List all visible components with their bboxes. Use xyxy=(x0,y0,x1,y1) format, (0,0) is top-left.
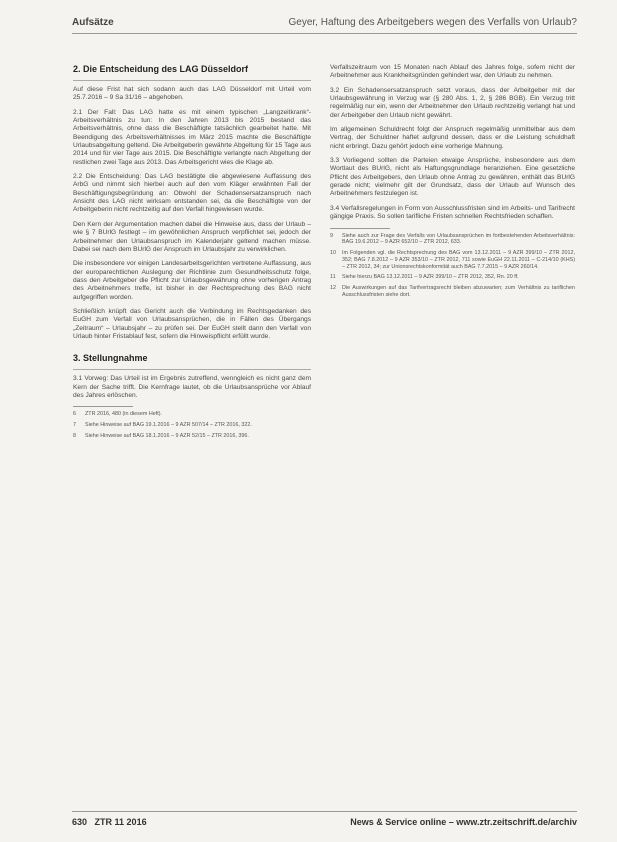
footnote xyxy=(330,274,575,281)
footnote-text: ZTR 2016, 480 (in diesem Heft). xyxy=(85,411,162,418)
footnote-text: Siehe Hinweise auf BAG 19.1.2016 – 9 AZR 507/14 – ZTR 2016, 322. xyxy=(85,422,252,429)
footnote-text: Siehe auch zur Frage des Verfalls von Urlaubsansprüchen im fortbestehenden Arbeitsverhältnis: BAG 19.6.2012 – 9 AZR 652/10 – ZTR 2012, 633. xyxy=(342,232,575,246)
footnote-divider xyxy=(330,228,390,229)
footnotes xyxy=(330,233,575,299)
page-header xyxy=(72,12,577,32)
footer-divider xyxy=(72,811,577,812)
footnote-text: Im Folgenden vgl. die Rechtsprechung des BAG vom 13.12.2011 – 9 AZR 399/10 – ZTR 2012, 352; BAG 7.8.2012 – 9 AZR 353/10 – ZTR 2012, 711 sowie EuGH 22.11.2011 – C-214/10 (KHS) – ZTR 2012, 34; zur Unionsrechtskonformität auch BAG 7.7.2015 – 9 AZR 260/14. xyxy=(342,250,575,270)
journal-issue: ZTR 11 2016 xyxy=(94,817,147,827)
footnote-number: 12 xyxy=(330,285,336,292)
paragraph: Verfallszeitraum von 15 Monaten nach Ablauf des Jahres folge, sofern nicht der Arbeitnehmer aus Krankheitsgründen gehindert war, den Urlaub zu nehmen. xyxy=(330,64,575,80)
footnote xyxy=(73,433,311,440)
footnote xyxy=(330,285,575,299)
page-footer xyxy=(72,815,577,829)
paragraph: Auf diese Frist hat sich sodann auch das LAG Düsseldorf mit Urteil vom 25.7.2016 – 9 Sa 31/16 – abgehoben. xyxy=(73,86,311,102)
footnote xyxy=(330,233,575,247)
heading-divider xyxy=(73,369,311,370)
footnote xyxy=(73,411,311,418)
footnote-number: 8 xyxy=(73,432,76,439)
page-number: 630 xyxy=(72,817,88,827)
footnote-text: Siehe hierzu BAG 13.12.2011 – 9 AZR 399/10 – ZTR 2012, 352, Rn. 20 ff. xyxy=(342,274,519,281)
footnote-number: 7 xyxy=(73,422,76,429)
paragraph: 2.2 Die Entscheidung: Das LAG bestätigte die abgewiesene Auffassung des ArbG und nimmt sich hierbei auch auf den vom Kläger erwähnten Fall der Beschäftigungsbegründung an: Obwohl der Schadensersatzanspruch nach Ansicht des LAG nicht wirksam entstanden sei, da die Beschäftigte von der Arbeitgeberin nicht rechtzeitig auf den Verfall hingewiesen wurde. xyxy=(73,173,311,214)
paragraph: Schließlich knüpft das Gericht auch die Verbindung im Rechtsgedanken des EuGH zum Verfall von Urlaubsansprüchen, die in Fällen des Übergangs „Zeitraum“ – Urlaubsjahr – zu prüfen sei. Der EuGH stellt dann den Verfall von Urlaub hinter Fristablauf fest, sofern die Hinweispflicht erfüllt wurde. xyxy=(73,307,311,340)
paragraph: 3.3 Vorliegend sollten die Parteien etwaige Ansprüche, insbesondere aus dem Wortlaut des BUrlG, nicht als Haftungsgrundlage heranziehen. Eine gesetzliche Pflicht des Arbeitgebers, den Urlaub ohne Antrag zu gewähren, enthält das BUrlG gerade nicht; vielmehr gilt der Grundsatz, dass der Urlaub auf Wunsch des Arbeitnehmers festzulegen ist. xyxy=(330,157,575,198)
footnotes xyxy=(73,411,311,439)
header-divider xyxy=(72,33,577,34)
section-heading: 2. Die Entscheidung des LAG Düsseldorf xyxy=(73,64,249,74)
footnote-text: Die Auswirkungen auf das Tarifvertragsrecht bleiben abzuwarten; zum Verhältnis zu tariflichen Ausschlussfristen siehe dort. xyxy=(342,285,575,299)
page-footer-left xyxy=(72,817,147,827)
heading-divider xyxy=(73,80,311,81)
paragraph: 3.2 Ein Schadensersatzanspruch setzt voraus, dass der Arbeitgeber mit der Urlaubsgewährung in Verzug war (§ 280 Abs. 1, 2, § 286 BGB). Ein Verzug tritt regelmäßig nur ein, wenn der Arbeitnehmer den Urlaub rechtzeitig verlangt hat und der Arbeitgeber den Urlaub nicht gewährt. xyxy=(330,86,575,119)
running-title: Geyer, Haftung des Arbeitgebers wegen des Verfalls von Urlaub? xyxy=(288,16,577,28)
section-label: Aufsätze xyxy=(72,16,114,28)
paragraph: Die insbesondere vor einigen Landesarbeitsgerichten vertretene Auffassung, aus der europarechtlichen Auslegung der Richtlinie zum Gesundheitsschutz folge, dass den Arbeitgeber die Pflicht zur Urlaubsgewährung ohne vorherigen Antrag des Arbeitnehmers treffe, ist bisher in der Rechtsprechung des BAG nicht aufgegriffen worden. xyxy=(73,260,311,301)
footnote-text: Siehe Hinweise auf BAG 18.1.2016 – 9 AZR 52/15 – ZTR 2016, 396. xyxy=(85,432,249,439)
paragraph: Den Kern der Argumentation machen dabei die Hinweise aus, dass der Urlaub – wie § 7 BUrlG festlegt – im gewöhnlichen Anspruch verpflichtet sei, jedoch der Arbeitnehmer den Urlaubsanspruch im Kalenderjahr geltend machen müsse. Dabei sei nach dem BUrlG der Anspruch im Urlaubsjahr zu verwirklichen. xyxy=(73,220,311,253)
footnote-number: 11 xyxy=(330,274,336,281)
footnote-number: 9 xyxy=(330,232,333,239)
paragraph: 3.4 Verfallsregelungen in Form von Ausschlussfristen sind im Arbeits- und Tarifrecht gängige Praxis. So sollen tarifliche Fristen schnellen Rechtsfrieden schaffen. xyxy=(330,204,575,221)
service-link[interactable]: News & Service online – www.ztr.zeitschrift.de/archiv xyxy=(350,817,577,827)
paragraph: 3.1 Vorweg: Das Urteil ist im Ergebnis zutreffend, wenngleich es nicht ganz dem Kern der Sache trifft. Die Kernfrage lautet, ob die Urlaubsansprüche vor Ablauf des Jahres erlöschen. xyxy=(73,375,311,399)
footnote-number: 10 xyxy=(330,250,336,257)
paragraph: 2.1 Der Fall: Das LAG hatte es mit einem typischen „Langzeitkrank“-Arbeitsverhältnis zu tun: In den Jahren 2013 bis 2015 bestand das Arbeitsverhältnis, ohne dass die Beschäftigte tatsächlich gearbeitet hatte. Mit Beendigung des Arbeitsverhältnisses im März 2015 machte die Beschäftigte Urlaubsabgeltung geltend. Die Arbeitgeberin gewährte Abgeltung für 15 Tage aus 2014 und für vier Tage aus 2015. Die Beschäftigte verlangte nach Abgeltung der restlichen zwei Tage aus 2013. Das Arbeitsgericht wies die Klage ab. xyxy=(73,108,311,166)
right-column xyxy=(330,64,575,303)
section-heading: 3. Stellungnahme xyxy=(73,353,148,364)
footnote-divider xyxy=(73,406,133,407)
footnote-number: 6 xyxy=(73,411,76,418)
footnote xyxy=(330,250,575,270)
footnote xyxy=(73,422,311,429)
left-column xyxy=(73,64,311,444)
paragraph: Im allgemeinen Schuldrecht folgt der Anspruch regelmäßig unmittelbar aus dem Vertrag, der Schuldner haftet aufgrund dessen, dass er die Leistung schuldhaft nicht erbringt. Dazu gehört jedoch eine vorherige Mahnung. xyxy=(330,126,575,150)
